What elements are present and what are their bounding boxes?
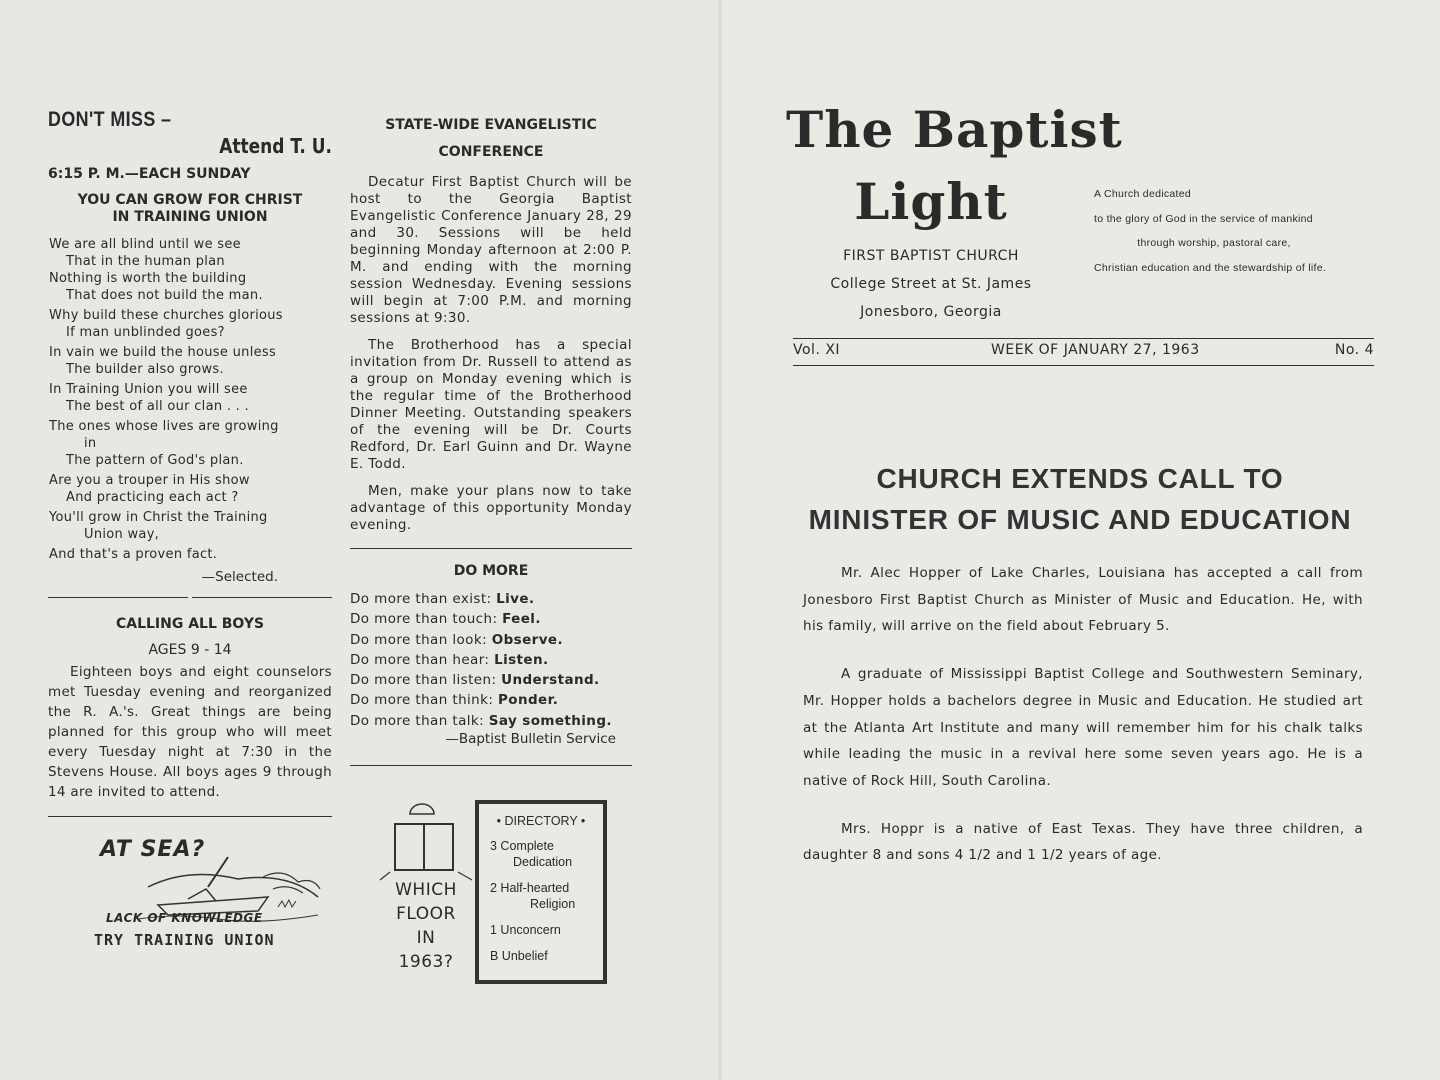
poem-line: The builder also grows. — [66, 362, 224, 377]
dont-miss-heading: DON'T MISS – — [48, 108, 172, 131]
mission-line: A Church dedicated — [1094, 188, 1192, 200]
conference-heading — [350, 112, 632, 166]
at-sea-cartoon — [48, 827, 332, 955]
conference-paragraph: Men, make your plans now to take advantage of this opportunity Monday evening. — [350, 483, 632, 533]
conference-paragraph: The Brotherhood has a special invitation from Dr. Russell to attend as a group on Monday evening which is the regular time of the Brotherhood Dinner Meeting. Outstanding speakers of the evening will be Dr. Courts Redford, Dr. Earl Guinn and Dr. Wayne E. Todd. — [350, 337, 632, 472]
directory-item — [479, 880, 603, 912]
mission-line: to the glory of God in the service of mankind — [1094, 212, 1313, 225]
which-floor-text — [380, 878, 472, 974]
grow-heading — [48, 192, 332, 226]
directory-title: • DIRECTORY • — [496, 814, 586, 829]
poem-line: Union way, — [84, 527, 160, 542]
do-more-credit: —Baptist Bulletin Service — [445, 731, 616, 748]
church-city: Jonesboro, Georgia — [860, 304, 1002, 320]
which-floor-line: WHICH — [395, 880, 457, 901]
which-floor-line: 1963? — [398, 952, 454, 973]
divider — [350, 548, 632, 549]
which-floor-line: FLOOR — [396, 904, 456, 925]
boys-ages: AGES 9 - 14 — [148, 642, 232, 658]
directory-item-label: 2 Half-hearted — [490, 881, 570, 896]
do-more-prefix: Do more than listen: — [350, 672, 502, 689]
poem-line: In Training Union you will see — [49, 382, 248, 397]
do-more-word: Understand. — [501, 672, 600, 689]
directory-item — [479, 922, 603, 938]
do-more-prefix: Do more than look: — [350, 631, 492, 648]
do-more-item — [350, 630, 632, 650]
do-more-item — [350, 670, 632, 690]
poem-line: in — [84, 436, 97, 451]
do-more-item — [350, 650, 632, 670]
do-more-word: Feel. — [502, 611, 541, 628]
poem-line: That does not build the man. — [66, 288, 263, 303]
conference-column — [350, 112, 632, 990]
divider — [48, 816, 332, 817]
poem-credit: —Selected. — [201, 569, 278, 585]
do-more-item — [350, 589, 632, 609]
directory-item-sub: Dedication — [513, 855, 573, 870]
boys-heading: CALLING ALL BOYS — [115, 616, 265, 632]
poem-line: Why build these churches glorious — [49, 308, 283, 323]
conference-heading-line1: STATE-WIDE EVANGELISTIC — [385, 117, 597, 133]
directory-item-sub: Religion — [530, 897, 576, 912]
poem-line: We are all blind until we see — [49, 237, 241, 252]
poem-line: In vain we build the house unless — [49, 345, 277, 360]
do-more-word: Live. — [496, 591, 535, 607]
do-more-item — [350, 711, 632, 731]
do-more-prefix: Do more than talk: — [350, 712, 489, 729]
do-more-heading: DO MORE — [453, 563, 529, 579]
do-more-item — [350, 690, 632, 710]
do-more-prefix: Do more than think: — [350, 692, 498, 709]
poem — [48, 236, 332, 563]
issue-number: No. 4 — [1334, 342, 1374, 358]
poem-line: The best of all our clan . . . — [66, 399, 249, 414]
sunday-time: 6:15 P. M.—EACH SUNDAY — [48, 166, 251, 182]
church-name: FIRST BAPTIST CHURCH — [843, 248, 1019, 264]
volume-number: Vol. XI — [793, 342, 841, 358]
boys-text: Eighteen boys and eight counselors met Tuesday evening and reorganized the R. A.'s. Great things are being planned for this group who will meet every Tuesday night at 7:30 in the Stevens House. All boys ages 9 through 14 are invited to attend. — [48, 664, 332, 800]
conference-heading-line2: CONFERENCE — [438, 144, 544, 160]
article-headline — [790, 458, 1370, 540]
newsletter-title-line1: The Baptist — [786, 100, 1123, 159]
which-floor-graphic — [350, 800, 632, 990]
directory-item — [479, 838, 603, 870]
issue-bar — [793, 338, 1374, 366]
grow-heading-line1: YOU CAN GROW FOR CHRIST — [77, 192, 303, 208]
do-more-prefix: Do more than exist: — [350, 591, 497, 607]
church-info — [786, 242, 1076, 326]
poem-line: And practicing each act ? — [66, 490, 239, 505]
attend-tu-heading: Attend T. U. — [219, 134, 332, 158]
divider — [48, 597, 332, 598]
do-more-word: Observe. — [491, 631, 563, 648]
do-more-word: Ponder. — [498, 692, 559, 709]
conference-paragraph: Decatur First Baptist Church will be host to the Georgia Baptist Evangelistic Conference January 28, 29 and 30. Sessions will be held beginning Monday afternoon at 2:00 P. M. and ending with the morning session Wednesday. Evening sessions will begin at 7:00 P.M. and morning sessions at 9:30. — [350, 174, 632, 326]
poem-line: And that's a proven fact. — [49, 547, 218, 562]
do-more-prefix: Do more than hear: — [350, 651, 495, 668]
training-union-column — [48, 108, 332, 955]
poem-line: Are you a trouper in His show — [49, 473, 250, 488]
cartoon-title: AT SEA? — [100, 837, 206, 862]
do-more-word: Say something. — [488, 712, 612, 729]
do-more-word: Listen. — [494, 651, 549, 668]
church-address: College Street at St. James — [830, 276, 1032, 292]
divider — [350, 765, 632, 766]
mission-line: Christian education and the stewardship of life. — [1094, 261, 1327, 274]
directory-board — [475, 800, 607, 984]
mission-line: through worship, pastoral care, — [1137, 237, 1291, 249]
poem-line: If man unblinded goes? — [66, 325, 225, 340]
cartoon-slogan: TRY TRAINING UNION — [94, 931, 275, 949]
article-paragraph: A graduate of Mississippi Baptist College and Southwestern Seminary, Mr. Hopper holds a bachelors degree in Music and Education. He studied art at the Atlanta Art Institute and many will remember him for his chalk talks while leading the music in a revival here some seven years ago. He is a native of Rock Hill, South Carolina. — [803, 666, 1363, 789]
do-more-list — [350, 589, 632, 731]
cartoon-caption: LACK OF KNOWLEDGE — [106, 911, 263, 925]
poem-line: That in the human plan — [66, 254, 225, 269]
do-more-prefix: Do more than touch: — [350, 611, 503, 628]
article-paragraph: Mrs. Hoppr is a native of East Texas. They have three children, a daughter 8 and sons 4 1/2 and 1 1/2 years of age. — [803, 820, 1363, 864]
grow-heading-line2: IN TRAINING UNION — [112, 209, 268, 225]
masthead — [786, 100, 1123, 326]
which-floor-line: IN — [416, 928, 436, 949]
article-paragraph: Mr. Alec Hopper of Lake Charles, Louisiana has accepted a call from Jonesboro First Baptist Church as Minister of Music and Education. He, with his family, will arrive on the field about February 5. — [803, 565, 1363, 635]
directory-item-label: B Unbelief — [490, 949, 548, 964]
poem-line: The pattern of God's plan. — [66, 453, 244, 468]
directory-item — [479, 948, 603, 964]
directory-item-label: 1 Unconcern — [490, 923, 561, 938]
poem-line: Nothing is worth the building — [49, 271, 247, 286]
headline-line1: CHURCH EXTENDS CALL TO — [876, 463, 1284, 494]
directory-item-label: 3 Complete — [490, 839, 554, 854]
poem-line: The ones whose lives are growing — [49, 419, 279, 434]
article-body — [803, 560, 1363, 890]
do-more-item — [350, 609, 632, 629]
mission-statement — [1094, 182, 1384, 280]
headline-line2: MINISTER OF MUSIC AND EDUCATION — [808, 504, 1352, 535]
newsletter-title-line2: Light — [854, 172, 1008, 231]
issue-date: WEEK OF JANUARY 27, 1963 — [991, 342, 1200, 358]
poem-line: You'll grow in Christ the Training — [49, 510, 268, 525]
